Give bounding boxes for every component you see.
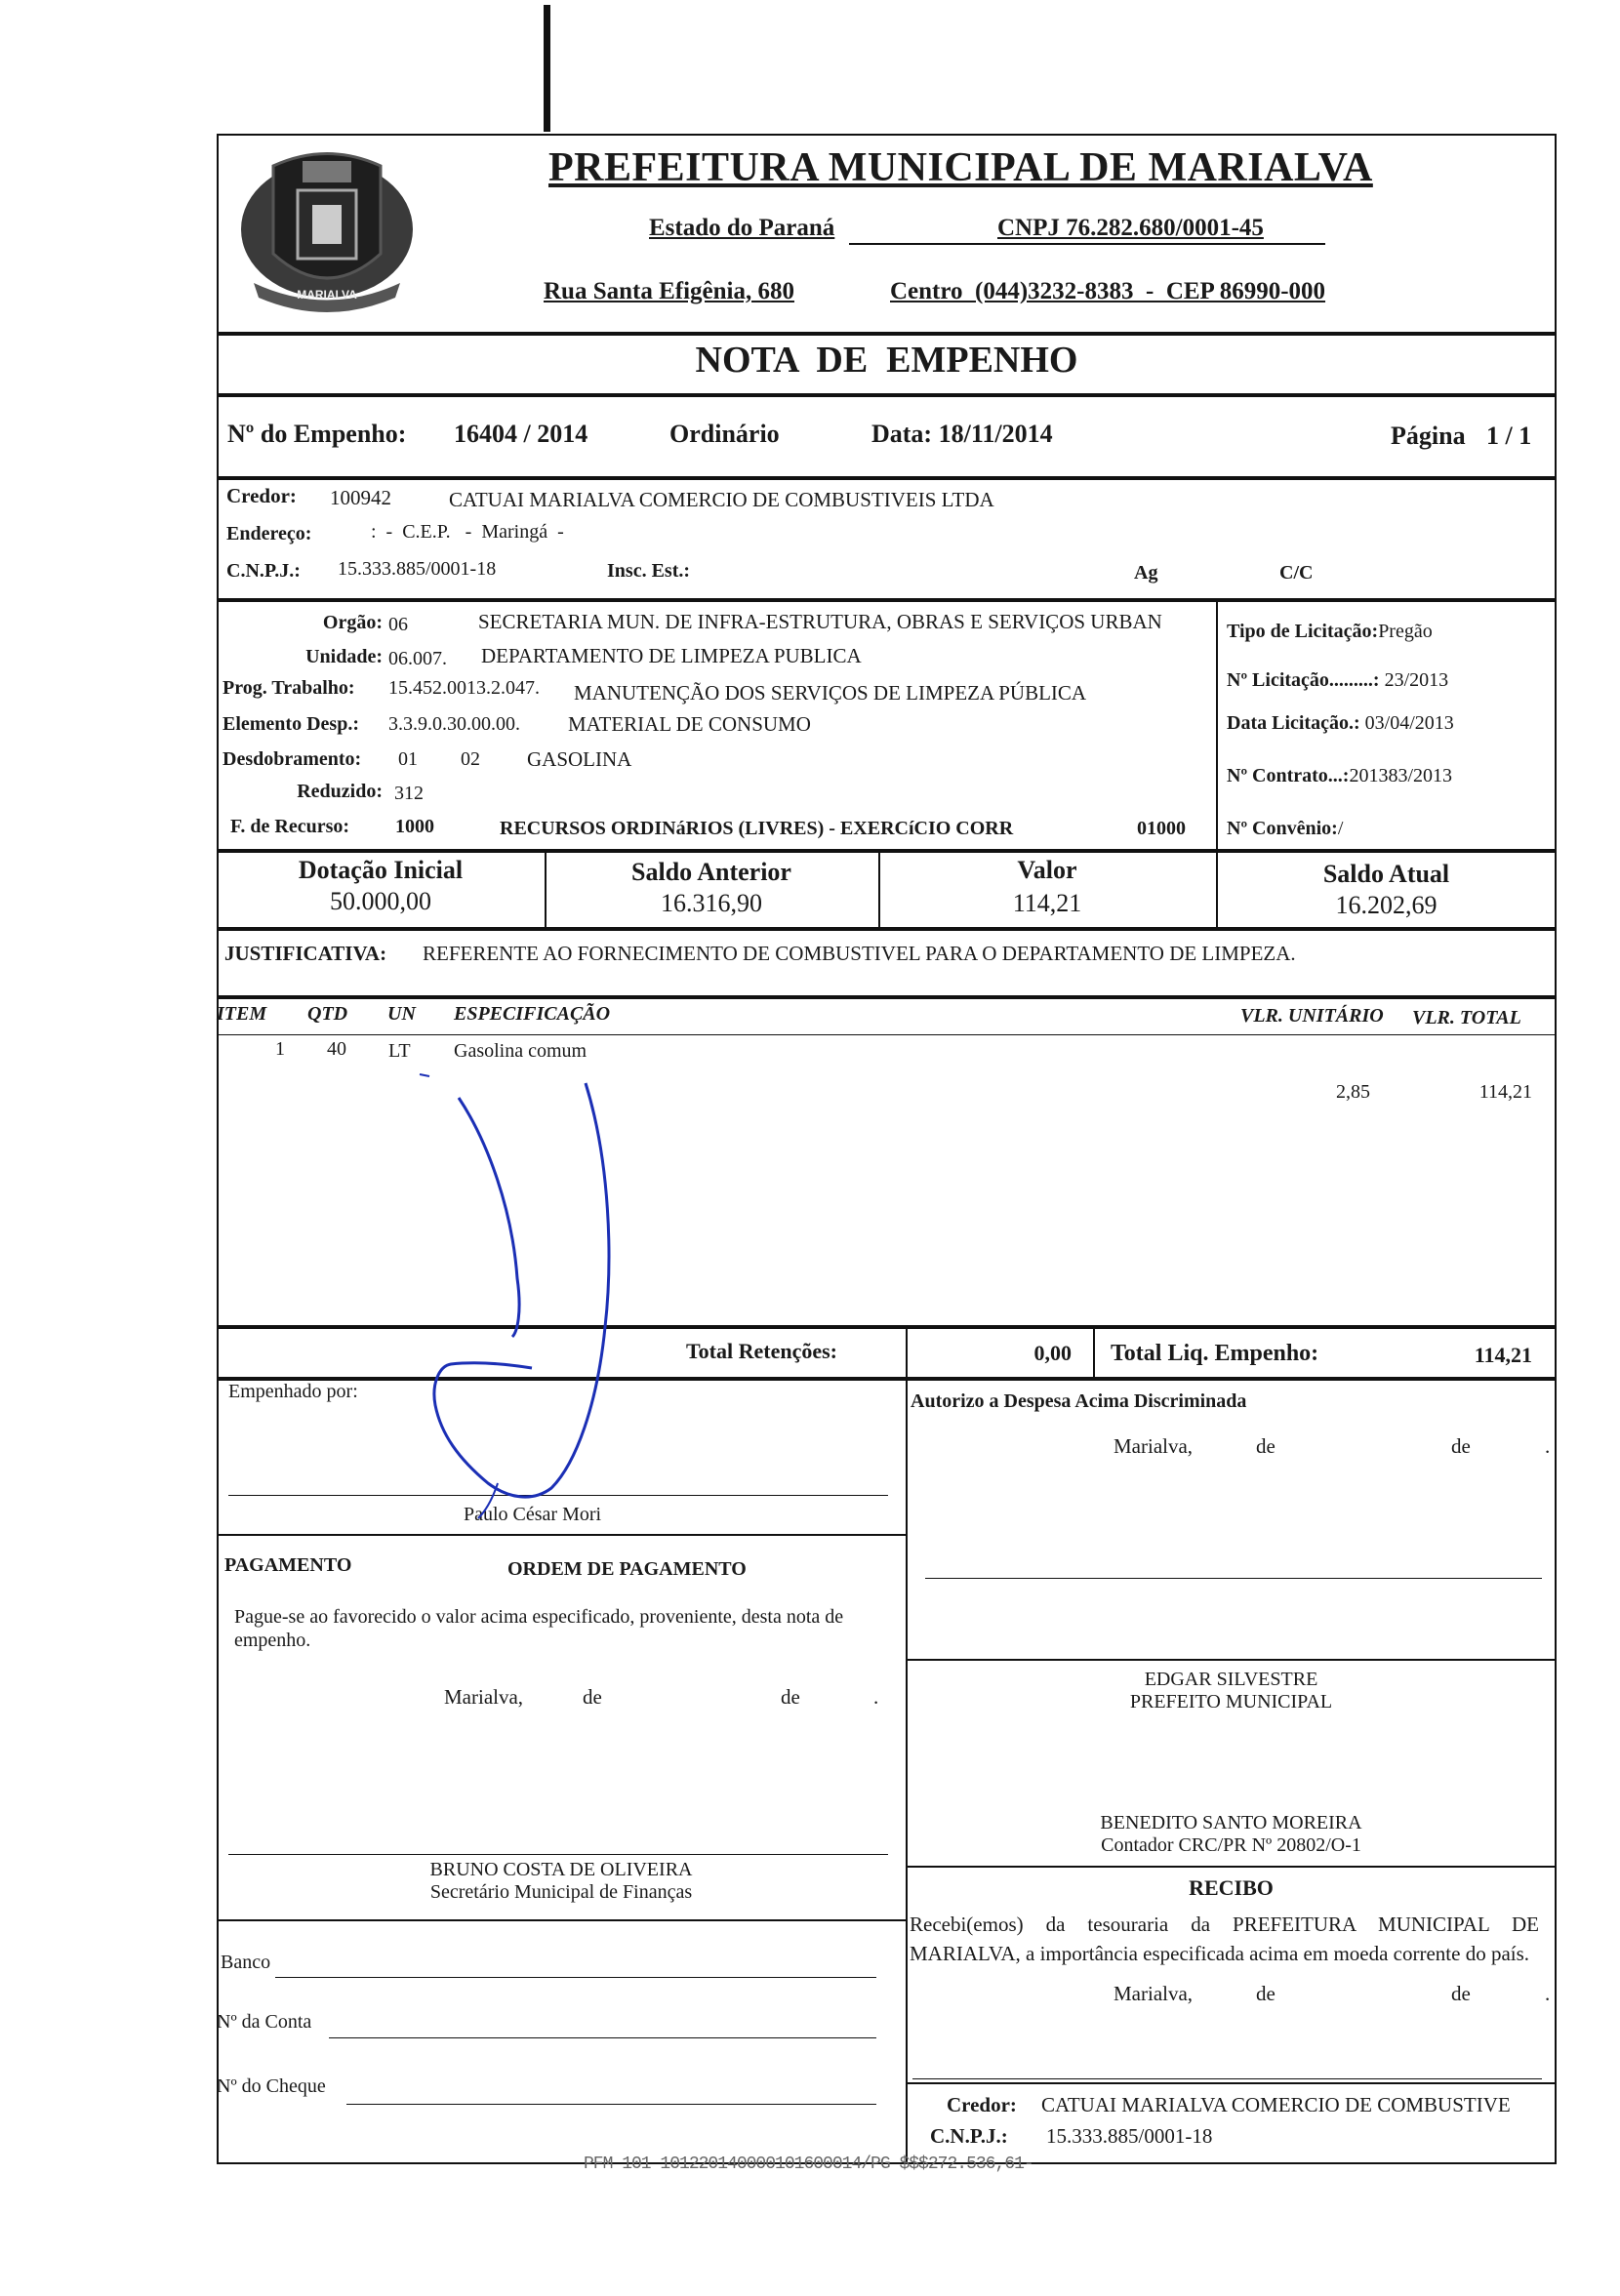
- row-vlr-unitario: 2,85: [1336, 1081, 1370, 1103]
- credor-code: 100942: [330, 486, 391, 509]
- row-un: LT: [388, 1040, 411, 1062]
- orgao-label: Orgão:: [322, 612, 383, 633]
- table-row: 1: [275, 1038, 285, 1060]
- empenho-date: Data: 18/11/2014: [871, 420, 1053, 448]
- conta-label: Nº da Conta: [217, 2011, 312, 2033]
- retencoes-value: 0,00: [1033, 1341, 1072, 1365]
- empenho-type: Ordinário: [669, 420, 780, 448]
- prog-desc: MANUTENÇÃO DOS SERVIÇOS DE LIMPEZA PÚBLICA: [574, 681, 1087, 705]
- credor-label: Credor:: [226, 484, 297, 507]
- elem-label: Elemento Desp.:: [223, 713, 359, 735]
- pagamento-date: Marialva,: [444, 1685, 524, 1709]
- credor-name: CATUAI MARIALVA COMERCIO DE COMBUSTIVEIS LTDA: [449, 488, 994, 511]
- svg-text:MARIALVA: MARIALVA: [297, 288, 357, 302]
- row-vlr-total: 114,21: [1478, 1081, 1532, 1103]
- ordem-pagamento-label: ORDEM DE PAGAMENTO: [507, 1558, 747, 1580]
- reduzido-label: Reduzido:: [297, 781, 383, 802]
- recibo-date-end: .: [1545, 1982, 1551, 2005]
- pagamento-de-1: de: [583, 1685, 602, 1709]
- secretario-name: BRUNO COSTA DE OLIVEIRA: [429, 1859, 693, 1880]
- prefeito-name: EDGAR SILVESTRE: [1144, 1669, 1318, 1690]
- fonte-num: 01000: [1137, 818, 1186, 839]
- elem-desc: MATERIAL DE CONSUMO: [568, 712, 811, 736]
- reduzido-code: 312: [394, 783, 424, 804]
- row-qtd: 40: [327, 1038, 346, 1060]
- saldo-atual-label: Saldo Atual: [1322, 860, 1450, 888]
- credor-address: : - C.E.P. - Maringá -: [371, 521, 564, 543]
- tipo-licitacao: Tipo de Licitação:Pregão: [1227, 621, 1433, 642]
- orgao-code: 06: [388, 614, 408, 635]
- page-label: Página: [1391, 422, 1466, 450]
- justificativa-text: REFERENTE AO FORNECIMENTO DE COMBUSTIVEL PARA O DEPARTAMENTO DE LIMPEZA.: [423, 942, 1296, 965]
- prog-code: 15.452.0013.2.047.: [388, 677, 540, 699]
- district-phone-cep: Centro (044)3232-8383 - CEP 86990-000: [890, 278, 1326, 304]
- desd-code: 01: [398, 748, 418, 770]
- justificativa-label: JUSTIFICATIVA:: [224, 942, 387, 965]
- cnpj-header: CNPJ 76.282.680/0001-45: [997, 215, 1264, 241]
- recibo-credor: CATUAI MARIALVA COMERCIO DE COMBUSTIVE: [1041, 2093, 1511, 2116]
- doc-title: NOTA DE EMPENHO: [695, 340, 1078, 381]
- autorizo-date-end: .: [1545, 1434, 1551, 1458]
- autorizo-de-1: de: [1256, 1434, 1276, 1458]
- recibo-de-1: de: [1256, 1982, 1276, 2005]
- num-licitacao: Nº Licitação.........: 23/2013: [1227, 669, 1449, 691]
- dotacao-label: Dotação Inicial: [298, 856, 464, 884]
- page-number: 1 / 1: [1486, 422, 1532, 450]
- state-label: Estado do Paraná: [649, 215, 835, 241]
- recibo-cnpj-label: C.N.P.J.:: [930, 2124, 1008, 2148]
- row-especificacao: Gasolina comum: [454, 1040, 587, 1062]
- fonte-code: 1000: [395, 816, 434, 837]
- saldo-atual-value: 16.202,69: [1335, 891, 1438, 919]
- fonte-desc: RECURSOS ORDINáRIOS (LIVRES) - EXERCíCIO CORR: [500, 818, 1014, 839]
- desd-label: Desdobramento:: [223, 748, 362, 770]
- saldo-anterior-label: Saldo Anterior: [631, 858, 791, 886]
- recibo-title: RECIBO: [1189, 1875, 1274, 1900]
- valor-value: 114,21: [1012, 889, 1082, 917]
- prog-label: Prog. Trabalho:: [223, 677, 355, 699]
- recibo-date: Marialva,: [1114, 1982, 1194, 2005]
- elem-code: 3.3.9.0.30.00.00.: [388, 713, 520, 735]
- unidade-label: Unidade:: [305, 646, 383, 667]
- empenhado-name: Paulo César Mori: [464, 1504, 602, 1525]
- num-convenio: Nº Convênio:/: [1227, 818, 1344, 839]
- retencoes-label: Total Retenções:: [686, 1339, 837, 1363]
- page-title: PREFEITURA MUNICIPAL DE MARIALVA: [548, 145, 1373, 190]
- col-vlr-total: VLR. TOTAL: [1412, 1007, 1521, 1028]
- contador-title: Contador CRC/PR Nº 20802/O-1: [1101, 1834, 1361, 1856]
- cheque-label: Nº do Cheque: [217, 2075, 326, 2097]
- autorizo-date: Marialva,: [1114, 1434, 1194, 1458]
- insc-label: Insc. Est.:: [607, 560, 691, 582]
- liquido-label: Total Liq. Empenho:: [1111, 1341, 1319, 1366]
- recibo-cnpj: 15.333.885/0001-18: [1046, 2124, 1213, 2148]
- col-qtd: QTD: [307, 1003, 348, 1025]
- valor-label: Valor: [1017, 856, 1077, 884]
- address-label: Endereço:: [226, 523, 312, 544]
- recibo-de-2: de: [1451, 1982, 1471, 2005]
- autorizo-label: Autorizo a Despesa Acima Discriminada: [911, 1390, 1247, 1412]
- unidade-desc: DEPARTAMENTO DE LIMPEZA PUBLICA: [481, 644, 862, 667]
- col-un: UN: [387, 1003, 416, 1025]
- pagamento-de-2: de: [781, 1685, 800, 1709]
- col-item: ITEM: [217, 1003, 267, 1025]
- num-contrato: Nº Contrato...:201383/2013: [1227, 765, 1453, 786]
- desd-desc: GASOLINA: [527, 747, 632, 771]
- liquido-value: 114,21: [1474, 1343, 1532, 1367]
- banco-label: Banco: [221, 1952, 271, 1973]
- pagamento-text: Pague-se ao favorecido o valor acima especificado, proveniente, desta nota de empenho.: [234, 1606, 844, 1651]
- col-especificacao: ESPECIFICAÇÃO: [454, 1003, 611, 1025]
- col-vlr-unitario: VLR. UNITÁRIO: [1240, 1005, 1384, 1027]
- ag-label: Ag: [1134, 562, 1158, 584]
- contador-name: BENEDITO SANTO MOREIRA: [1100, 1812, 1362, 1833]
- credor-cnpj: 15.333.885/0001-18: [338, 558, 497, 580]
- saldo-anterior-value: 16.316,90: [661, 889, 762, 917]
- cnpj-label: C.N.P.J.:: [226, 560, 301, 582]
- address: Rua Santa Efigênia, 680: [544, 278, 794, 304]
- data-licitacao: Data Licitação.: 03/04/2013: [1227, 712, 1454, 734]
- prefeito-title: PREFEITO MUNICIPAL: [1129, 1691, 1333, 1712]
- recibo-text: Recebi(emos) da tesouraria da PREFEITURA MUNICIPAL DE MARIALVA, a importância especificada acima em moeda corrente do país.: [910, 1913, 1539, 1965]
- cc-label: C/C: [1279, 562, 1314, 584]
- empenho-number: 16404 / 2014: [454, 420, 588, 448]
- recibo-credor-label: Credor:: [947, 2093, 1017, 2116]
- orgao-desc: SECRETARIA MUN. DE INFRA-ESTRUTURA, OBRAS E SERVIÇOS URBAN: [478, 610, 1162, 633]
- footer-code: PFM 101 101220140000101600014/PG $$$272.536,61-: [584, 2155, 1033, 2174]
- autorizo-de-2: de: [1451, 1434, 1471, 1458]
- pagamento-label: PAGAMENTO: [224, 1554, 352, 1576]
- secretario-title: Secretário Municipal de Finanças: [429, 1881, 693, 1903]
- empenho-label: Nº do Empenho:: [227, 420, 407, 448]
- empenhado-label: Empenhado por:: [228, 1381, 358, 1402]
- pagamento-date-end: .: [873, 1685, 879, 1709]
- dotacao-value: 50.000,00: [330, 887, 431, 915]
- unidade-code: 06.007.: [388, 648, 447, 669]
- desd-code2: 02: [461, 748, 480, 770]
- fonte-label: F. de Recurso:: [230, 816, 350, 837]
